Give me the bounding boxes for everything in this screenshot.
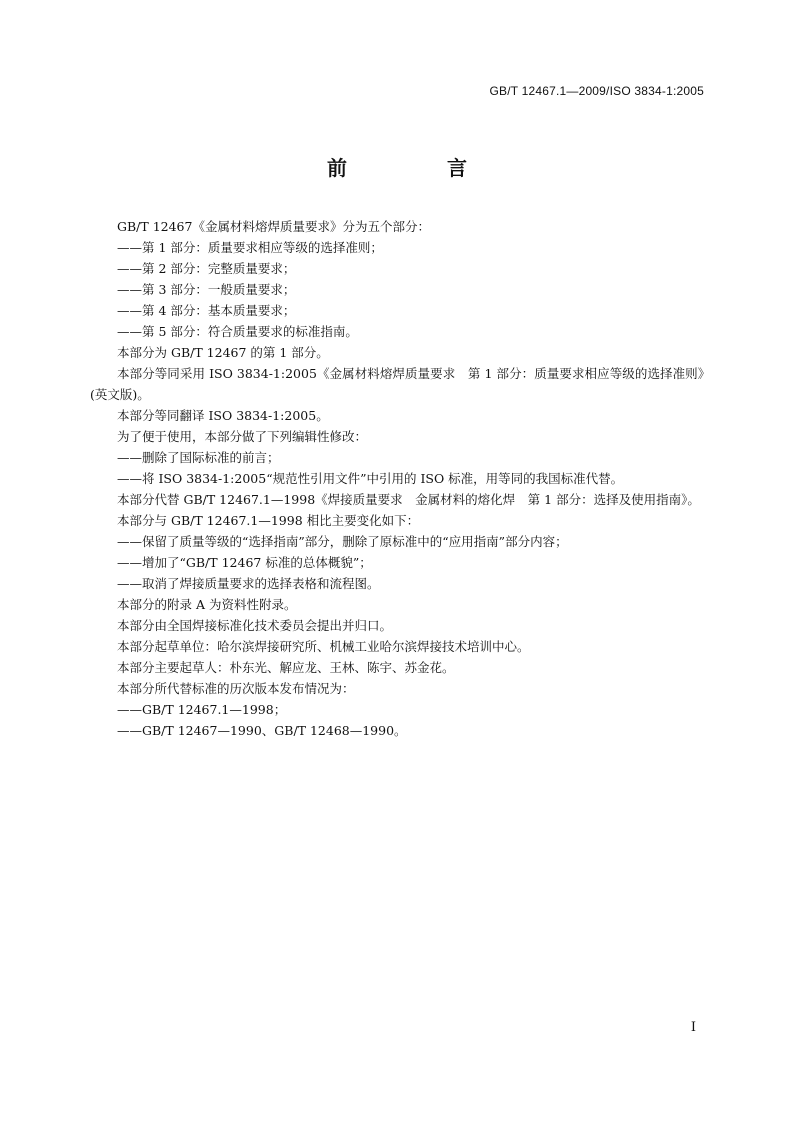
paragraph: GB/T 12467《金属材料熔焊质量要求》分为五个部分： bbox=[117, 219, 430, 234]
paragraph: ——保留了质量等级的“选择指南”部分，删除了原标准中的“应用指南”部分内容； bbox=[117, 534, 568, 549]
paragraph: ——第 5 部分：符合质量要求的标准指南。 bbox=[117, 324, 358, 339]
paragraph: ——第 3 部分：一般质量要求； bbox=[117, 282, 296, 297]
paragraph: ——第 1 部分：质量要求相应等级的选择准则； bbox=[117, 240, 383, 255]
paragraph: 本部分与 GB/T 12467.1—1998 相比主要变化如下： bbox=[117, 513, 420, 528]
paragraph: ——GB/T 12467.1—1998； bbox=[117, 702, 287, 717]
paragraph: ——第 4 部分：基本质量要求； bbox=[117, 303, 296, 318]
paragraph: 本部分的附录 A 为资料性附录。 bbox=[117, 597, 297, 612]
paragraph: 本部分为 GB/T 12467 的第 1 部分。 bbox=[117, 345, 329, 360]
paragraph: ——将 ISO 3834-1:2005“规范性引用文件”中引用的 ISO 标准，用等同的我国标准代替。 bbox=[117, 471, 624, 486]
paragraph: 本部分等同翻译 ISO 3834-1:2005。 bbox=[117, 408, 329, 423]
paragraph: ——第 2 部分：完整质量要求； bbox=[117, 261, 296, 276]
paragraph: 本部分代替 GB/T 12467.1—1998《焊接质量要求 金属材料的熔化焊 第 1 部分：选择及使用指南》。 bbox=[117, 492, 700, 507]
page-number: I bbox=[690, 1020, 696, 1035]
preface-body bbox=[90, 216, 704, 741]
paragraph: ——GB/T 12467—1990、GB/T 12468—1990。 bbox=[117, 723, 407, 738]
paragraph: 本部分起草单位：哈尔滨焊接研究所、机械工业哈尔滨焊接技术培训中心。 bbox=[117, 639, 530, 654]
paragraph: ——删除了国际标准的前言； bbox=[117, 450, 280, 465]
paragraph: ——取消了焊接质量要求的选择表格和流程图。 bbox=[117, 576, 380, 591]
paragraph: 为了便于使用，本部分做了下列编辑性修改： bbox=[117, 429, 368, 444]
page-title: 前 言 bbox=[327, 156, 507, 180]
paragraph: 本部分等同采用 ISO 3834-1:2005《金属材料熔焊质量要求 第 1 部分：质量要求相应等级的选择准则》(英文版)。 bbox=[90, 366, 704, 402]
standard-code-header: GB/T 12467.1—2009/ISO 3834-1:2005 bbox=[489, 84, 704, 98]
paragraph: ——增加了“GB/T 12467 标准的总体概貌”； bbox=[117, 555, 372, 570]
paragraph: 本部分主要起草人：朴东光、解应龙、王林、陈宇、苏金花。 bbox=[117, 660, 455, 675]
paragraph: 本部分所代替标准的历次版本发布情况为： bbox=[117, 681, 355, 696]
paragraph: 本部分由全国焊接标准化技术委员会提出并归口。 bbox=[117, 618, 393, 633]
